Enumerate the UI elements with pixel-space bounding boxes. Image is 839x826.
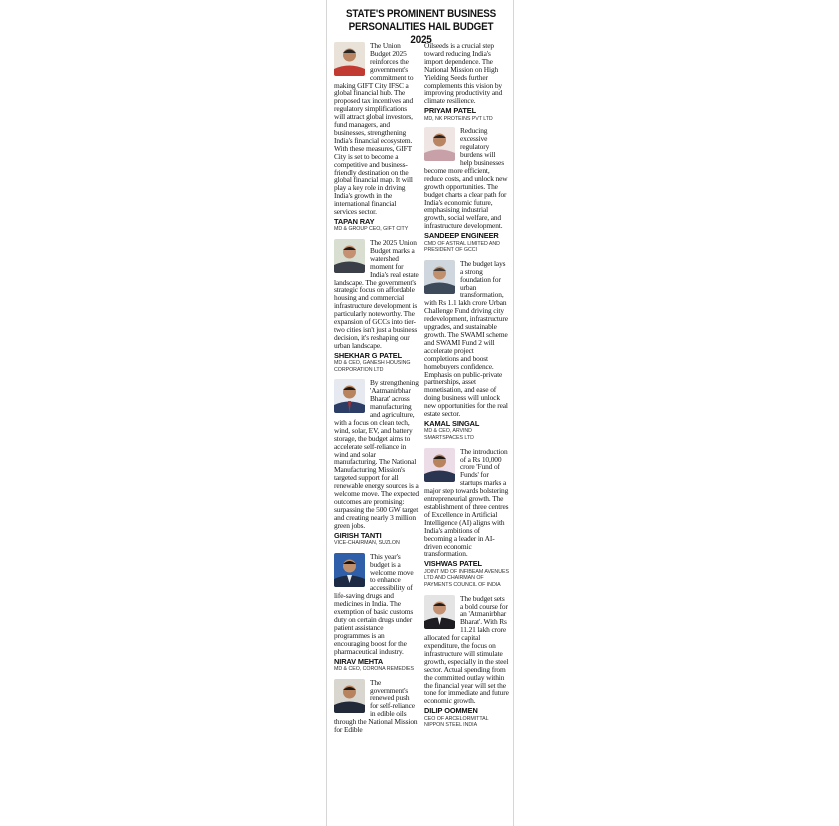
person-name: KAMAL SINGAL (424, 418, 480, 428)
person-name: VISHWAS PATEL (424, 559, 482, 569)
left-column (334, 42, 419, 740)
portrait-kamal-singal (424, 260, 455, 294)
portrait-nirav-mehta (334, 553, 365, 587)
testimonial-vishwas-patel (424, 448, 509, 589)
quote-text: This year's budget is a welcome move to enhance accessibility of life-saving drugs and medicines in India. The exemption of basic customs duty on certain drugs under patient assistance programmes is an encouraging boost for the pharmaceutical industry. (334, 551, 414, 656)
person-title: JOINT MD OF INFIBEAM AVENUES LTD AND CHAIRMAN OF PAYMENTS COUNCIL OF INDIA (424, 568, 509, 588)
quote-text: The Union Budget 2025 reinforces the government's commitment to making GIFT City IFSC a global financial hub. The proposed tax incentives and regulatory simplifications will attract global investors, fund managers, and businesses, strengthening India's financial ecosystem. With these measures, GIFT City is set to become a competitive and business-friendly destination on the global financial map. It will play a key role in driving India's growth in the international financial services sector. (334, 41, 414, 217)
quote-text: Oilseeds is a crucial step toward reducing India's import dependence. The National Mission on High Yielding Seeds further complements this vision by improving productivity and climate resilience. (424, 41, 503, 106)
portrait-vishwas-patel (424, 448, 455, 482)
testimonial-girish-tanti (334, 379, 419, 546)
quote-text: The government's renewed push for self-reliance in edible oils through the National Mission for Edible (334, 677, 418, 735)
newspaper-clipping (326, 0, 514, 826)
portrait-shekhar-patel (334, 239, 365, 273)
testimonial-tapan-ray (334, 42, 419, 233)
person-title: MD & CEO, GANESH HOUSING CORPORATION LTD (334, 360, 411, 373)
testimonial-dilip-oommen (424, 595, 509, 729)
portrait-priyam-patel (334, 679, 365, 713)
testimonial-shekhar-patel (334, 239, 419, 373)
testimonial-priyam-patel-end (424, 42, 509, 122)
person-name: PRIYAM PATEL (424, 106, 477, 116)
person-name: SANDEEP ENGINEER (424, 231, 499, 241)
person-title: VICE-CHAIRMAN, SUZLON (334, 540, 400, 547)
quote-text: The 2025 Union Budget marks a watershed moment for India's real estate landscape. The government's strategic focus on affordable housing and commercial infrastructure development is particularly noteworthy. The expansion of GCCs into tier-two cities isn't just a business decision, it's reshaping our urban landscape. (334, 238, 419, 350)
portrait-sandeep-engineer (424, 127, 455, 161)
person-title: MD & GROUP CEO, GIFT CITY (334, 226, 409, 233)
testimonial-sandeep-engineer (424, 127, 509, 253)
quote-text: By strengthening 'Aatmanirbhar Bharat' across manufacturing and agriculture, with a focus on clean tech, wind, solar, EV, and battery storage, the budget aims to accelerate self-reliance in wind and solar manufacturing. The National Manufacturing Mission's targeted support for all renewable energy sources is a welcome move. The expected outcomes are promising: surpassing the 500 GW target and creating nearly 3 million green jobs. (334, 378, 419, 530)
testimonial-kamal-singal (424, 260, 509, 442)
quote-text: Reducing excessive regulatory burdens will help businesses become more efficient, reduce costs, and unlock new growth opportunities. The budget charts a clear path for India's economic future, emphasising industrial growth, social welfare, and infrastructure development. (424, 126, 508, 231)
person-name: NIRAV MEHTA (334, 656, 384, 666)
quote-text: The budget sets a bold course for an 'Atmanirbhar Bharat'. With Rs 11.21 lakh crore allocated for capital expenditure, the focus on infrastructure will stimulate growth, especially in the steel sector. Actual spending from the committed outlay within the financial year will set the tone for immediate and future economic growth. (424, 593, 509, 706)
testimonial-nirav-mehta (334, 553, 419, 673)
portrait-girish-tanti (334, 379, 365, 413)
person-title: MD & CEO, CORONA REMEDIES (334, 666, 414, 672)
person-name: DILIP OOMMEN (424, 706, 478, 716)
portrait-tapan-ray (334, 42, 365, 76)
quote-text: The introduction of a Rs 10,000 crore 'Fund of Funds' for startups marks a major step towards bolstering entrepreneurial growth. The establishment of three centres of Excellence in Artificial Intelligence (AI) aligns with India's ambitions of becoming a leader in AI-driven economic transformation. (424, 446, 509, 559)
person-name: GIRISH TANTI (334, 530, 382, 540)
portrait-dilip-oommen (424, 595, 455, 629)
person-title: CMD OF ASTRAL LIMITED AND PRESIDENT OF GCCI (424, 240, 500, 254)
person-title: MD & CEO, ARVIND SMARTSPACES LTD (424, 428, 474, 442)
person-title: MD, NK PROTEINS PVT LTD (424, 115, 493, 122)
quote-text: The budget lays a strong foundation for urban transformation, with Rs 1.1 lakh crore Urban Challenge Fund driving city redevelopment, infrastructure upgrades, and sustainable growth. The SWAMI scheme and SWAMI Fund 2 will accelerate project completions and boost homebuyers confidence. Emphasis on public-private partnerships, asset monetisation, and ease of doing business will unlock new opportunities for the real estate sector. (424, 258, 508, 419)
testimonial-priyam-patel-start (334, 679, 419, 734)
person-title: CEO OF ARCELORMITTAL NIPPON STEEL INDIA (424, 715, 489, 729)
person-name: SHEKHAR G PATEL (334, 350, 403, 360)
person-name: TAPAN RAY (334, 216, 375, 226)
right-column (424, 42, 509, 735)
headline: STATE'S PROMINENT BUSINESS PERSONALITIES HAIL BUDGET 2025 (345, 8, 497, 46)
